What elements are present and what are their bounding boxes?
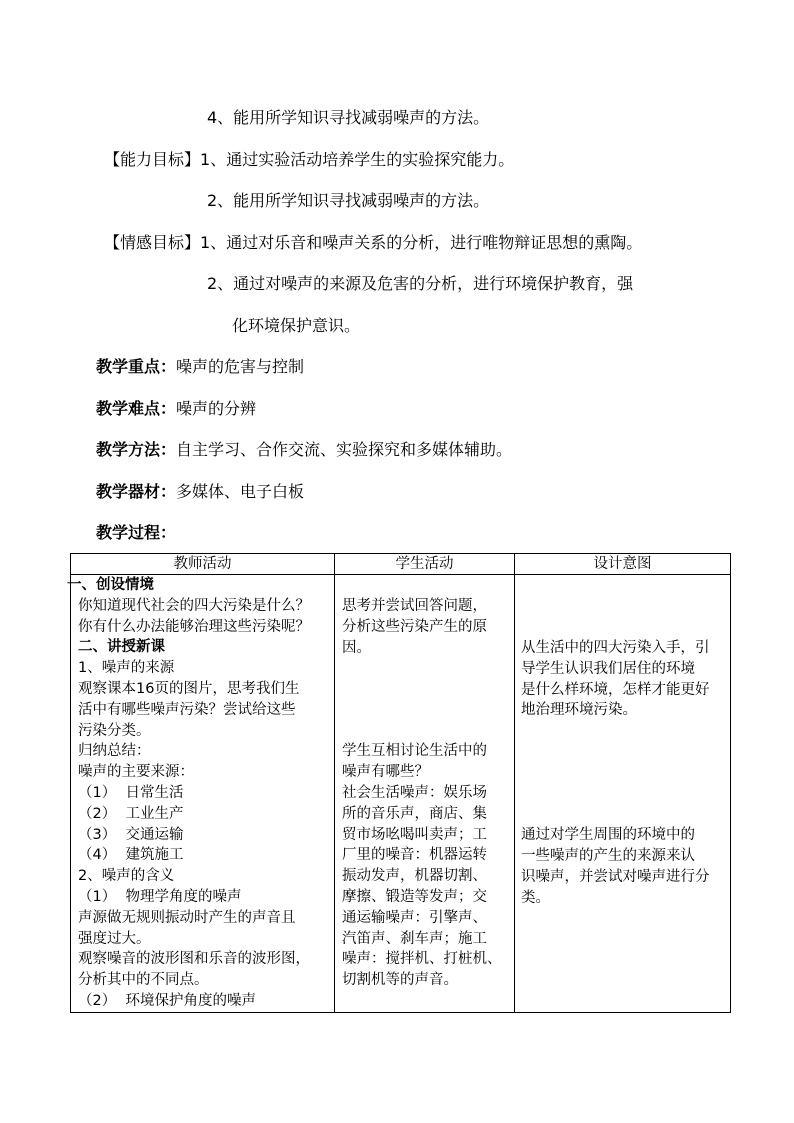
student-line: 摩擦、锻造等发声；交 — [342, 888, 487, 905]
teacher-line: 观察课本16页的图片，思考我们生 — [78, 680, 300, 697]
focus-value: 噪声的危害与控制 — [176, 357, 305, 376]
teacher-line: 你有什么办法能够治理这些污染呢？ — [78, 618, 310, 635]
method-label: 教学方法： — [96, 440, 177, 459]
difficulty-value: 噪声的分辨 — [176, 399, 257, 418]
student-line: 学生互相讨论生活中的 — [342, 743, 487, 760]
teacher-line: （1） 物理学角度的噪声 — [78, 888, 242, 905]
teacher-line: 归纳总结： — [78, 743, 151, 760]
teacher-line: 2、噪声的含义 — [78, 868, 175, 885]
student-line: 思考并尝试回答问题， — [342, 598, 487, 614]
teacher-line: （2） 环境保护角度的噪声 — [78, 992, 256, 1009]
method-value: 自主学习、合作交流、实验探究和多媒体辅助。 — [176, 440, 513, 459]
emotion-item-1: 1、通过对乐音和噪声关系的分析，进行唯物辩证思想的熏陶。 — [200, 233, 643, 252]
student-activity-cell — [335, 575, 515, 1013]
focus-label: 教学重点： — [96, 357, 177, 376]
teacher-line: （3） 交通运输 — [78, 826, 184, 843]
teacher-line: 污染分类。 — [78, 722, 151, 739]
objective-knowledge-4: 4、能用所学知识寻找减弱噪声的方法。 — [207, 108, 490, 127]
student-line: 分析这些污染产生的原 — [342, 618, 487, 635]
design-line: 导学生认识我们居住的环境 — [521, 660, 695, 677]
teacher-line: 声源做无规则振动时产生的声音且 — [78, 909, 296, 926]
student-line: 厂里的噪音：机器运转 — [342, 847, 487, 864]
teacher-line: （1） 日常生活 — [78, 784, 184, 801]
equipment-label: 教学器材： — [96, 482, 177, 501]
teaching-difficulty — [96, 399, 256, 419]
teacher-line: （2） 工业生产 — [78, 805, 184, 822]
emotion-objective — [104, 233, 642, 253]
header-design-intent: 设计意图 — [515, 554, 731, 575]
equipment-value: 多媒体、电子白板 — [176, 482, 305, 501]
design-intent-cell — [515, 575, 731, 1013]
student-line: 汽笛声、刹车声；施工 — [342, 930, 487, 947]
teacher-line: 分析其中的不同点。 — [78, 972, 209, 989]
emotion-tag: 【情感目标】 — [104, 233, 201, 252]
teaching-focus — [96, 357, 304, 377]
teaching-process-label: 教学过程： — [96, 523, 177, 542]
teacher-activity-cell — [67, 575, 335, 1013]
design-line: 地治理环境污染。 — [521, 702, 637, 719]
teacher-line: 你知道现代社会的四大污染是什么？ — [78, 597, 310, 614]
teacher-line: （4） 建筑施工 — [78, 847, 184, 864]
design-line: 是什么样环境，怎样才能更好 — [521, 681, 710, 698]
teacher-line: 噪声的主要来源： — [78, 764, 194, 781]
teacher-line: 强度过大。 — [78, 930, 151, 947]
teacher-line: 二、讲授新课 — [78, 639, 165, 656]
header-student-activity: 学生活动 — [335, 554, 515, 575]
ability-item-2: 2、能用所学知识寻找减弱噪声的方法。 — [207, 191, 490, 210]
student-line: 所的音乐声，商店、集 — [342, 805, 487, 822]
difficulty-label: 教学难点： — [96, 399, 177, 418]
design-line: 一些噪声的产生的来源来认 — [521, 847, 695, 864]
table-body-row — [71, 575, 731, 1013]
teacher-line: 观察噪音的波形图和乐音的波形图， — [78, 951, 310, 968]
teacher-line: 一、创设情境 — [67, 577, 154, 593]
student-line: 振动发声，机器切割、 — [342, 868, 487, 885]
design-line: 识噪声，并尝试对噪声进行分 — [521, 868, 710, 885]
student-line: 切割机等的声音。 — [342, 972, 458, 989]
teaching-equipment — [96, 482, 304, 502]
table-header-row — [71, 554, 731, 575]
student-line: 因。 — [342, 639, 371, 656]
student-line: 通运输噪声：引擎声、 — [342, 909, 487, 926]
ability-objective — [104, 150, 514, 170]
student-line: 社会生活噪声：娱乐场 — [342, 784, 487, 801]
ability-tag: 【能力目标】 — [104, 150, 201, 169]
student-line: 噪声：搅拌机、打桩机、 — [342, 951, 502, 968]
lesson-plan-table — [67, 553, 731, 1013]
ability-item-1: 1、通过实验活动培养学生的实验探究能力。 — [200, 150, 515, 169]
student-line: 贸市场吆喝叫卖声；工 — [342, 826, 487, 843]
design-line: 通过对学生周围的环境中的 — [521, 827, 695, 844]
header-teacher-activity: 教师活动 — [71, 554, 335, 575]
emotion-item-2-cont: 化环境保护意识。 — [232, 316, 361, 335]
teacher-line: 活中有哪些噪声污染？尝试给这些 — [78, 701, 296, 718]
student-line: 噪声有哪些？ — [342, 764, 429, 781]
teaching-method — [96, 440, 512, 460]
design-line: 从生活中的四大污染入手，引 — [521, 640, 710, 656]
teacher-line: 1、噪声的来源 — [78, 660, 175, 677]
emotion-item-2: 2、通过对噪声的来源及危害的分析，进行环境保护教育，强 — [207, 274, 634, 293]
design-line: 类。 — [521, 889, 550, 906]
